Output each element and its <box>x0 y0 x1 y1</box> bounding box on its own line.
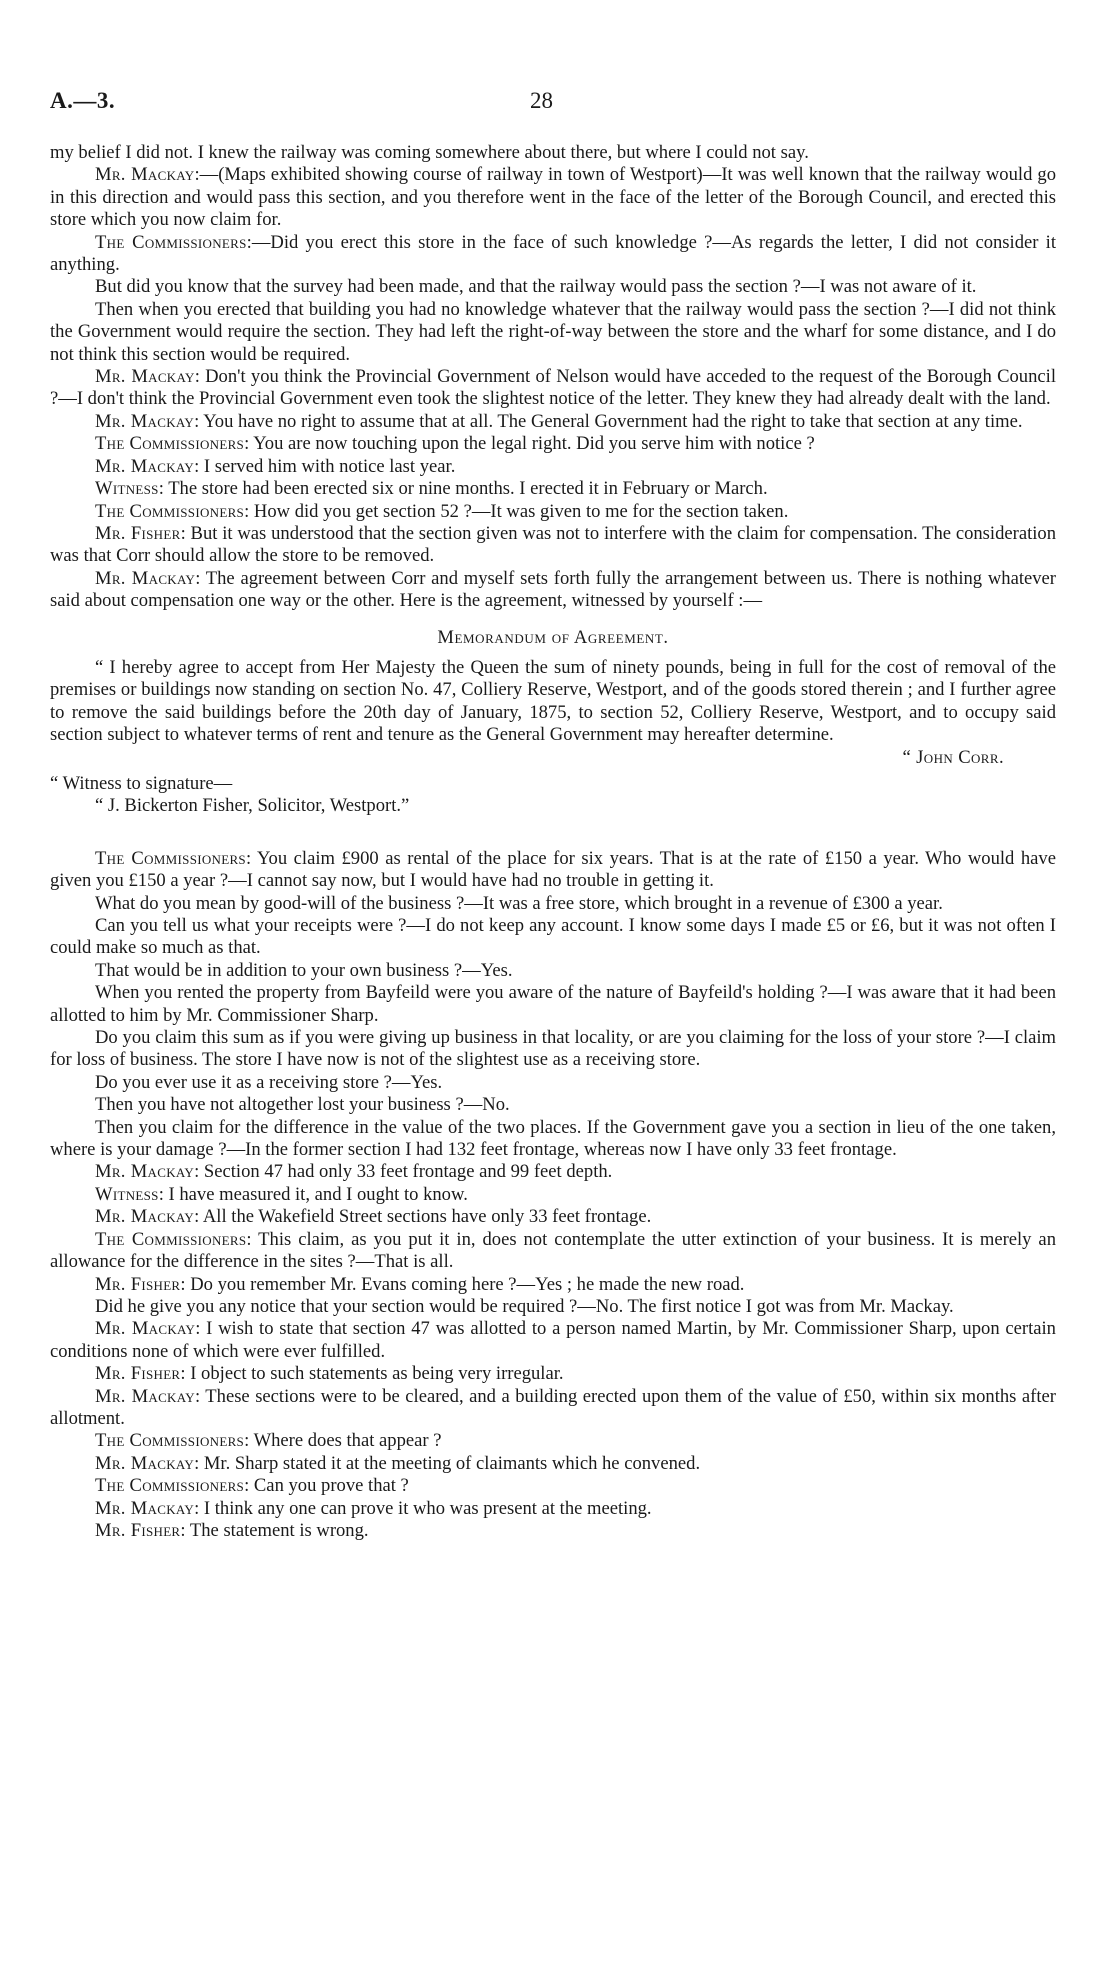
document-reference: A.—3. <box>50 88 116 113</box>
testimony-paragraph <box>50 1520 1056 1542</box>
paragraph-text: : But it was understood that the section given was not to interfere with the claim for compensation. The consideration was that Corr should allow the store to be removed. <box>50 522 1056 567</box>
testimony-paragraph <box>50 893 1056 915</box>
testimony-paragraph <box>50 232 1056 277</box>
paragraph-text: : Mr. Sharp stated it at the meeting of claimants which he convened. <box>194 1452 701 1474</box>
paragraph-text: That would be in addition to your own business ?—Yes. <box>95 959 513 981</box>
page-header <box>50 88 1056 124</box>
paragraph-text: Do you claim this sum as if you were giving up business in that locality, or are you claiming for the loss of your store ?—I claim for loss of business. The store I have now is not of the slightest use as a receiving store. <box>50 1027 1056 1071</box>
paragraph-text: : I think any one can prove it who was present at the meeting. <box>194 1497 652 1519</box>
paragraph-text: Then when you erected that building you had no knowledge whatever that the railway would pass the section ?—I did not think the Government would require the section. They had left the right-of-way between the store and the wharf for some distance, and I do not think this section would be required. <box>50 298 1056 365</box>
speaker-name: The Commissioners <box>95 847 246 869</box>
testimony-paragraph <box>50 1318 1056 1363</box>
speaker-name: Mr. Mackay <box>95 567 196 589</box>
memorandum-signature: “ John Corr. <box>902 746 1004 768</box>
testimony-paragraph <box>50 1206 1056 1228</box>
witness-line: “ Witness to signature— <box>50 772 233 794</box>
speaker-name: Witness <box>95 1183 159 1205</box>
testimony-paragraph <box>50 1229 1056 1274</box>
document-page <box>50 88 1056 1542</box>
paragraph-text: When you rented the property from Bayfeild were you aware of the nature of Bayfeild's holding ?—I was aware that it had been allotted to him by Mr. Commissioner Sharp. <box>50 982 1056 1026</box>
testimony-paragraph <box>50 568 1056 613</box>
paragraph-text: Did he give you any notice that your section would be required ?—No. The first notice I got was from Mr. Mackay. <box>95 1295 954 1317</box>
speaker-name: Mr. Mackay <box>95 1318 196 1340</box>
paragraph-text: : The agreement between Corr and myself sets forth fully the arrangement between us. There is nothing whatever said about compensation one way or the other. Here is the agreement, witnessed by yourself :— <box>50 567 1056 612</box>
paragraph-text: : I served him with notice last year. <box>194 455 456 477</box>
witness-name: “ J. Bickerton Fisher, Solicitor, Westport.” <box>95 795 410 817</box>
testimony-paragraph <box>50 523 1056 568</box>
testimony-paragraph <box>50 1386 1056 1431</box>
testimony-paragraph <box>50 366 1056 411</box>
paragraph-text: What do you mean by good-will of the business ?—It was a free store, which brought in a revenue of £300 a year. <box>95 892 943 914</box>
paragraph-text: Do you ever use it as a receiving store ?—Yes. <box>95 1071 443 1093</box>
testimony-paragraph <box>50 1027 1056 1072</box>
testimony-paragraph <box>50 1430 1056 1452</box>
speaker-name: The Commissioners <box>95 231 247 253</box>
testimony-paragraph <box>50 1363 1056 1385</box>
testimony-paragraph <box>50 1161 1056 1183</box>
speaker-name: Mr. Mackay <box>95 1497 195 1519</box>
testimony-paragraph <box>50 1475 1056 1497</box>
paragraph-text: :—(Maps exhibited showing course of railway in town of Westport)—It was well known that the railway would go in this direction and would pass this section, and you therefore went in the face of the letter of the Borough Council, and erected this store which you now claim for. <box>50 164 1056 231</box>
testimony-paragraph <box>50 982 1056 1027</box>
paragraph-text: : Section 47 had only 33 feet frontage and 99 feet depth. <box>194 1161 613 1183</box>
paragraph-text: : This claim, as you put it in, does not contemplate the utter extinction of your business. It is merely an allowance for the difference in the sites ?—That is all. <box>50 1228 1056 1273</box>
testimony-paragraph <box>50 478 1056 500</box>
paragraph-text: : The statement is wrong. <box>180 1519 369 1541</box>
testimony-paragraph <box>50 501 1056 523</box>
testimony-paragraph <box>50 1453 1056 1475</box>
paragraph-text: But did you know that the survey had been made, and that the railway would pass the section ?—I was not aware of it. <box>95 276 977 298</box>
speaker-name: Mr. Mackay <box>95 1206 195 1228</box>
document-body <box>50 142 1056 1542</box>
paragraph-text: : How did you get section 52 ?—It was given to me for the section taken. <box>244 500 789 522</box>
testimony-paragraph <box>50 456 1056 478</box>
testimony-paragraph <box>50 411 1056 433</box>
testimony-paragraph <box>50 848 1056 893</box>
paragraph-text: : Don't you think the Provincial Government of Nelson would have acceded to the request of the Borough Council ?—I don't think the Provincial Government even took the slightest notice of the letter. They knew they had already dealt with the land. <box>50 366 1056 410</box>
testimony-paragraph <box>50 1296 1056 1318</box>
testimony-paragraph <box>50 299 1056 366</box>
paragraph-text: : The store had been erected six or nine months. I erected it in February or March. <box>158 478 768 500</box>
testimony-paragraph <box>50 1498 1056 1520</box>
speaker-name: Mr. Mackay <box>95 410 195 432</box>
paragraph-text: : You are now touching upon the legal right. Did you serve him with notice ? <box>244 433 815 455</box>
speaker-name: Mr. Mackay <box>95 455 195 477</box>
paragraph-text: : Do you remember Mr. Evans coming here ?—Yes ; he made the new road. <box>180 1273 745 1295</box>
testimony-section-2 <box>50 848 1056 1543</box>
testimony-paragraph <box>50 1117 1056 1162</box>
testimony-paragraph <box>50 142 1056 164</box>
paragraph-text: my belief I did not. I knew the railway was coming somewhere about there, but where I could not say. <box>50 142 809 163</box>
testimony-paragraph <box>50 1072 1056 1094</box>
memorandum-heading: Memorandum of Agreement. <box>437 626 669 648</box>
paragraph-text: : You claim £900 as rental of the place for six years. That is at the rate of £150 a year. Who would have given you £150 a year ?—I cannot say now, but I would have had no trouble in getting it. <box>50 847 1056 892</box>
paragraph-text: : You have no right to assume that at all. The General Government had the right to take that section at any time. <box>194 410 1023 432</box>
testimony-paragraph <box>50 960 1056 982</box>
paragraph-text: Can you tell us what your receipts were ?—I do not keep any account. I know some days I made £5 or £6, but it was not often I could make so much as that. <box>50 915 1056 959</box>
paragraph-text: : I have measured it, and I ought to know. <box>158 1183 468 1205</box>
speaker-name: The Commissioners <box>95 1228 247 1250</box>
speaker-name: Mr. Mackay <box>95 164 195 186</box>
testimony-section-1 <box>50 142 1056 613</box>
paragraph-text: : All the Wakefield Street sections have only 33 feet frontage. <box>194 1206 652 1228</box>
paragraph-text: : I wish to state that section 47 was allotted to a person named Martin, by Mr. Commissioner Sharp, upon certain conditions none of which were ever fulfilled. <box>50 1318 1056 1362</box>
speaker-name: Witness <box>95 478 159 500</box>
paragraph-text: : Where does that appear ? <box>244 1430 442 1452</box>
paragraph-text: Then you claim for the difference in the value of the two places. If the Government gave you a section in lieu of the one taken, where is your damage ?—In the former section I had 132 feet frontage, whereas now I have only 33 feet frontage. <box>50 1116 1056 1161</box>
speaker-name: Mr. Mackay <box>95 1161 195 1183</box>
paragraph-text: : These sections were to be cleared, and a building erected upon them of the value of £50, within six months after allotment. <box>50 1385 1056 1429</box>
speaker-name: Mr. Fisher <box>95 1273 181 1295</box>
memorandum-text: “ I hereby agree to accept from Her Majesty the Queen the sum of ninety pounds, being in full for the cost of removal of the premises or buildings now standing on section No. 47, Colliery Reserve, Westport, and of the goods stored therein ; and I further agree to remove the said buildings before the 20th day of January, 1875, to section 52, Colliery Reserve, Westport, and to occupy said section subject to whatever terms of rent and tenure as the General Government may hereafter determine. <box>50 656 1056 746</box>
speaker-name: Mr. Mackay <box>95 1385 195 1407</box>
speaker-name: Mr. Mackay <box>95 1452 195 1474</box>
testimony-paragraph <box>50 276 1056 298</box>
speaker-name: The Commissioners <box>95 500 245 522</box>
speaker-name: The Commissioners <box>95 433 245 455</box>
speaker-name: The Commissioners <box>95 1475 245 1497</box>
paragraph-text: Then you have not altogether lost your business ?—No. <box>95 1094 510 1116</box>
paragraph-text: : Can you prove that ? <box>244 1475 409 1497</box>
speaker-name: Mr. Fisher <box>95 522 181 544</box>
testimony-paragraph <box>50 1184 1056 1206</box>
testimony-paragraph <box>50 915 1056 960</box>
testimony-paragraph <box>50 433 1056 455</box>
paragraph-text: :—Did you erect this store in the face of such knowledge ?—As regards the letter, I did not consider it anything. <box>50 231 1056 276</box>
testimony-paragraph <box>50 1274 1056 1296</box>
speaker-name: The Commissioners <box>95 1430 245 1452</box>
speaker-name: Mr. Fisher <box>95 1519 181 1541</box>
speaker-name: Mr. Fisher <box>95 1363 181 1385</box>
page-number: 28 <box>530 88 553 113</box>
speaker-name: Mr. Mackay <box>95 366 195 388</box>
testimony-paragraph <box>50 164 1056 231</box>
paragraph-text: : I object to such statements as being very irregular. <box>180 1363 564 1385</box>
testimony-paragraph <box>50 1094 1056 1116</box>
